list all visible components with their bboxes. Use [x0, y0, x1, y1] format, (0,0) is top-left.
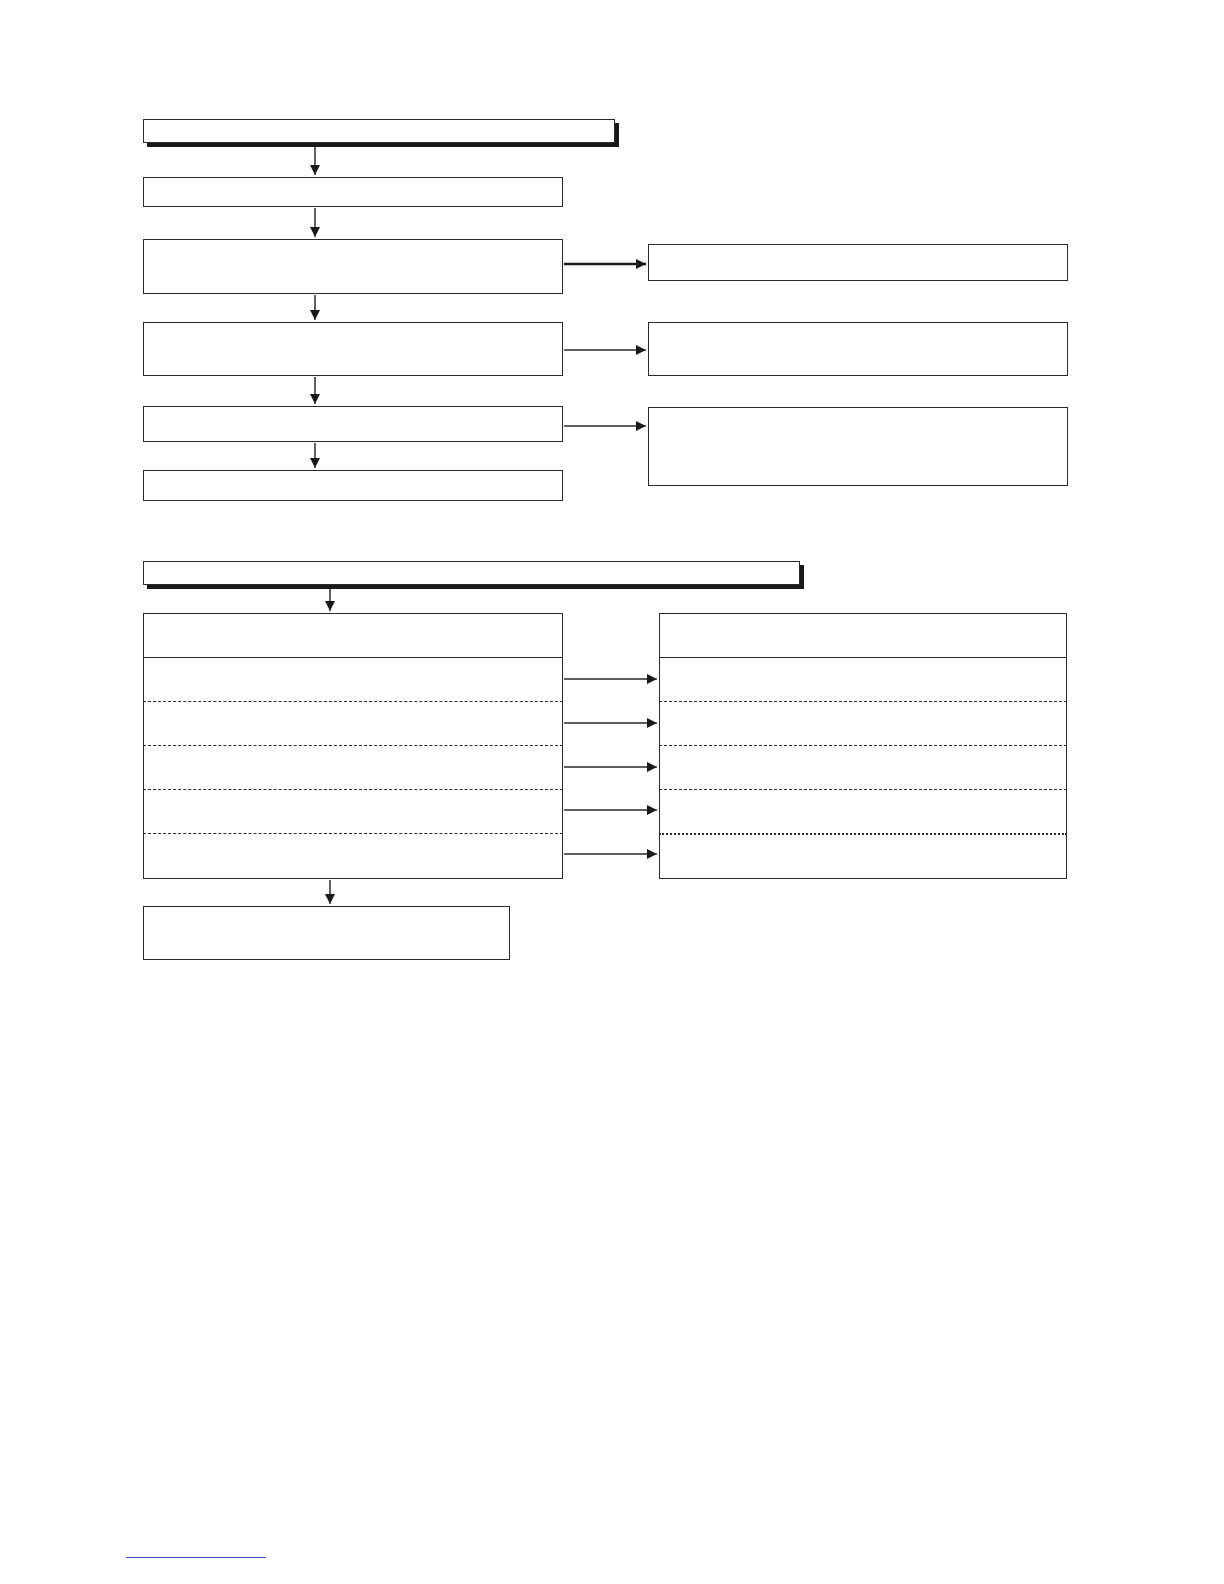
footer-link-underline[interactable] — [126, 1557, 266, 1558]
right-table-header-divider — [659, 657, 1067, 658]
left-table-header-divider — [143, 657, 563, 658]
left-table-row-divider — [143, 745, 563, 746]
section-1-header-box — [143, 119, 615, 143]
left-table-row-divider — [143, 789, 563, 790]
left-table-row-divider — [143, 833, 563, 834]
flow-step-5 — [143, 470, 563, 501]
right-table-row-divider — [659, 833, 1067, 835]
flow-step-1 — [143, 177, 563, 207]
left-table — [143, 613, 563, 879]
flow-step-4 — [143, 406, 563, 442]
right-table-row-divider — [659, 789, 1067, 790]
right-table-row-divider — [659, 701, 1067, 702]
result-box — [143, 906, 510, 960]
flow-step-2 — [143, 239, 563, 294]
flow-step-3 — [143, 322, 563, 376]
side-box-3 — [648, 407, 1068, 486]
left-table-row-divider — [143, 701, 563, 702]
right-table-row-divider — [659, 745, 1067, 746]
side-box-1 — [648, 244, 1068, 281]
side-box-2 — [648, 322, 1068, 376]
section-2-header-box — [143, 561, 800, 585]
right-table — [659, 613, 1067, 879]
